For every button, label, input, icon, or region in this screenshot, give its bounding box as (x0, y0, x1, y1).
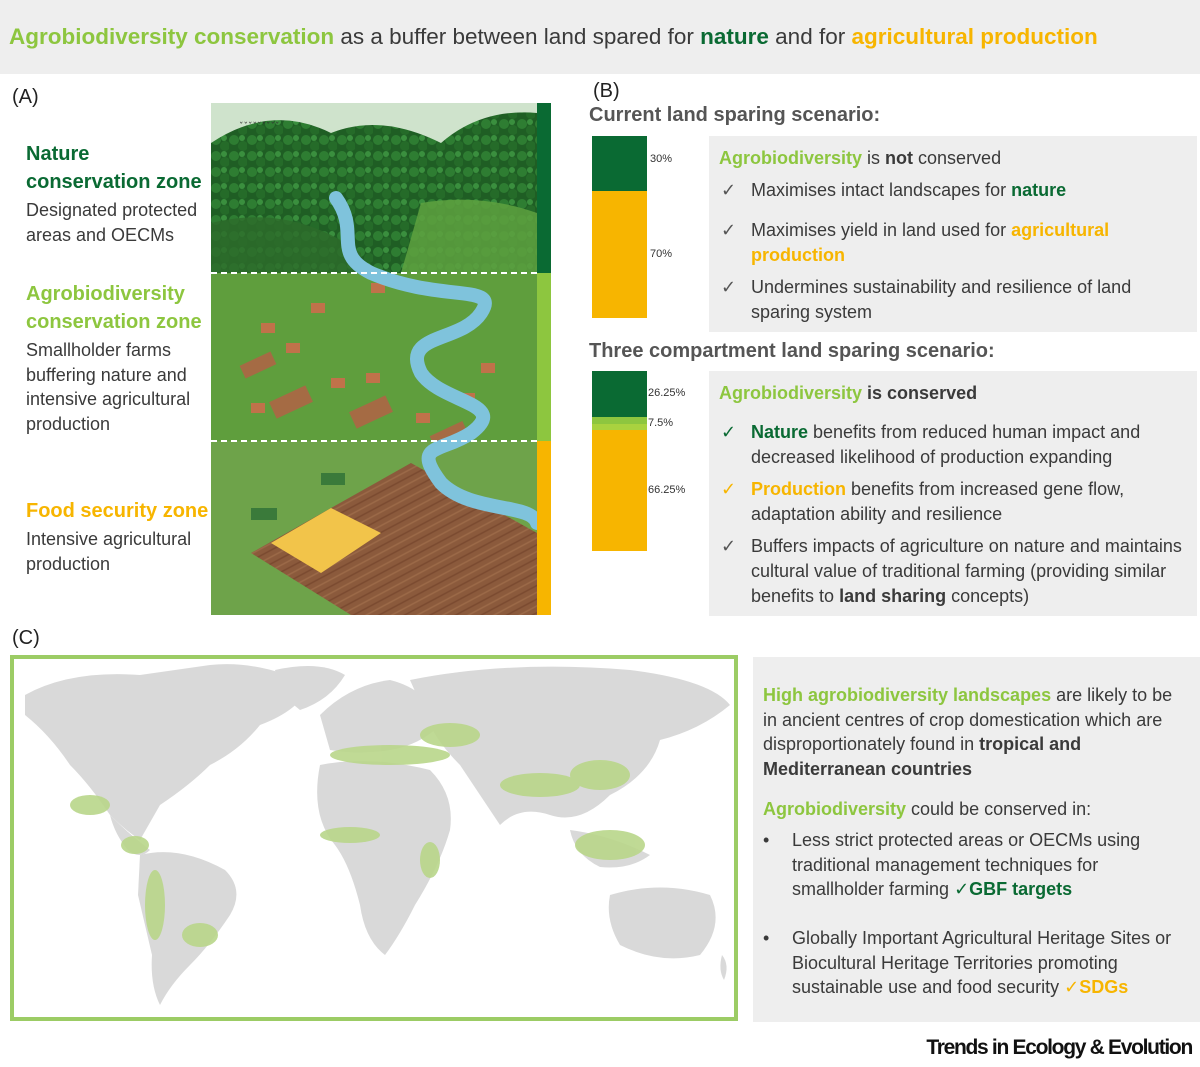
zone-agro-title: Agrobiodiversity conservation zone (26, 283, 202, 333)
hotspot-description: High agrobiodiversity landscapes are likely to be in ancient centres of crop domestication which are disproportionately found in tropical and Mediterranean countries (763, 685, 1173, 779)
current-item-3: ✓ Undermines sustainability and resilience of land sparing system (721, 275, 1186, 325)
three-box-heading: Agrobiodiversity is conserved (719, 383, 978, 403)
bar-segment-nature (592, 371, 647, 417)
current-pct-production: 70% (650, 248, 673, 260)
check-icon: ✓ (721, 277, 737, 297)
current-scenario-box (709, 136, 1197, 332)
panel-c-textbox (753, 657, 1200, 1022)
zone-nature-title: Nature conservation zone (26, 143, 202, 193)
three-pct-production: 66.25% (648, 484, 686, 496)
bullet-giahs: • Globally Important Agricultural Heritage Sites or Biocultural Heritage Territories promoting sustainable use and food security ✓SDGs (763, 926, 1183, 1000)
zone-agrobiodiversity (26, 280, 211, 436)
title-text-2: and for (768, 24, 852, 49)
panel-b-label: (B) (593, 80, 620, 102)
check-icon: ✓ (721, 536, 737, 556)
zone-agro-desc: Smallholder farms buffering nature and intensive agricultural production (26, 340, 191, 434)
check-icon: ✓ (721, 220, 737, 240)
check-icon: ✓ (721, 422, 737, 442)
birds-icon: ˇˇˇˇˇˇˇˇˇ (239, 122, 280, 132)
band-food (537, 441, 551, 615)
panel-a-label: (A) (12, 86, 39, 108)
bullet-oecm: • Less strict protected areas or OECMs using traditional management techniques for smallholder farming ✓GBF targets (763, 828, 1183, 902)
figure-title (0, 0, 1200, 74)
bar-segment-agro-1 (592, 417, 647, 424)
hotspot-south-asia (500, 773, 580, 797)
bar-segment-nature (592, 136, 647, 191)
hotspot-central-america (121, 836, 149, 854)
three-pct-agro: 7.5% (648, 417, 674, 429)
three-scenario-box (709, 371, 1197, 616)
bar-segment-production (592, 430, 647, 551)
current-box-heading: Agrobiodiversity is not conserved (719, 148, 1002, 168)
hotspot-mediterranean (330, 745, 450, 765)
journal-brand: Trends in Ecology & Evolution (926, 1036, 1192, 1059)
landscape-illustration (211, 103, 551, 615)
hotspot-east-africa (420, 842, 440, 878)
world-map (10, 655, 738, 1021)
hotspot-andes (145, 870, 165, 940)
harvester-icon (251, 508, 277, 520)
hotspot-china (570, 760, 630, 790)
bullet-icon: • (763, 830, 770, 850)
title-nature: nature (700, 24, 769, 49)
hotspot-indonesia (575, 830, 645, 860)
three-item-3: ✓ Buffers impacts of agriculture on nature and maintains cultural value of traditional farming (providing similar benefits to land sharing concepts) (721, 534, 1191, 609)
three-item-1: ✓ Nature benefits from reduced human impact and decreased likelihood of production expanding (721, 420, 1186, 470)
zone-nature (26, 140, 206, 247)
check-icon: ✓ (721, 479, 737, 499)
zone-food-desc: Intensive agricultural production (26, 529, 192, 574)
bullet-icon: • (763, 928, 770, 948)
current-pct-nature: 30% (650, 153, 673, 165)
hotspot-mexico (70, 795, 110, 815)
current-item-2: ✓ Maximises yield in land used for agricultural production (721, 218, 1186, 268)
three-scenario-title: Three compartment land sparing scenario: (589, 340, 995, 362)
three-pct-nature: 26.25% (648, 387, 686, 399)
panel-c-label: (C) (12, 627, 40, 649)
three-scenario-bar (592, 371, 647, 551)
title-production: agricultural production (851, 24, 1098, 49)
zone-nature-desc: Designated protected areas and OECMs (26, 200, 198, 245)
title-text-1: as a buffer between land spared for (334, 24, 701, 49)
bar-segment-production (592, 191, 647, 318)
forest-clearing (401, 200, 537, 273)
title-agrobiodiversity: Agrobiodiversity conservation (9, 24, 335, 49)
three-item-2: ✓ Production benefits from increased gene flow, adaptation ability and resilience (721, 477, 1186, 527)
zone-food-title: Food security zone (26, 500, 209, 522)
current-scenario-bar (592, 136, 647, 318)
hotspot-southern-brazil (182, 923, 218, 947)
conserved-in-heading: Agrobiodiversity could be conserved in: (763, 799, 1092, 819)
current-item-1: ✓ Maximises intact landscapes for nature (721, 178, 1186, 203)
zone-food-security (26, 497, 211, 576)
current-scenario-title: Current land sparing scenario: (589, 104, 881, 126)
hotspot-west-africa (320, 827, 380, 843)
band-nature (537, 103, 551, 273)
check-icon: ✓ (721, 180, 737, 200)
band-agro (537, 273, 551, 441)
hotspot-fertile-crescent (420, 723, 480, 747)
tractor-icon (321, 473, 345, 485)
